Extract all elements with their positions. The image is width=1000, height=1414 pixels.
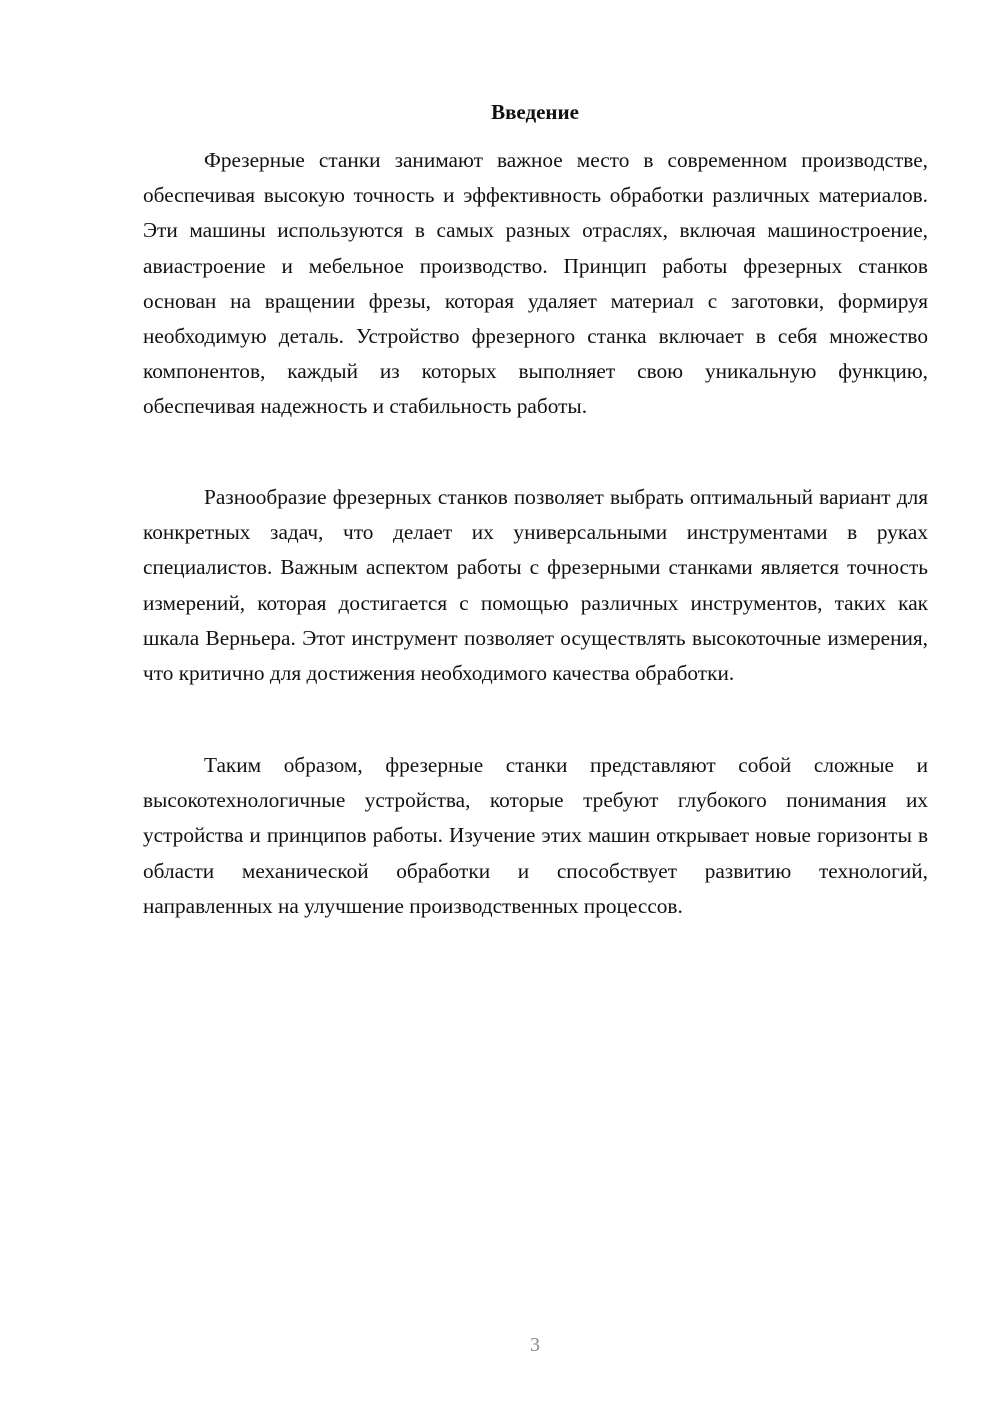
paragraph-2-block: [143, 480, 928, 691]
paragraph-1: Фрезерные станки занимают важное место в современном производстве, обеспечивая высокую точность и эффективность обработки различных материалов. Эти машины используются в самых разных отраслях, включая машиностроение, авиастроение и мебельное производство. Принцип работы фрезерных станков основан на вращении фрезы, которая удаляет материал с заготовки, формируя необходимую деталь. Устройство фрезерного станка включает в себя множество компонентов, каждый из которых выполняет свою уникальную функцию, обеспечивая надежность и стабильность работы.: [143, 148, 928, 419]
paragraph-3-block: [143, 748, 928, 924]
section-title: Введение: [491, 100, 579, 124]
paragraph-2: Разнообразие фрезерных станков позволяет выбрать оптимальный вариант для конкретных задач, что делает их универсальными инструментами в руках специалистов. Важным аспектом работы с фрезерными станками является точность измерений, которая достигается с помощью различных инструментов, таких как шкала Верньера. Этот инструмент позволяет осуществлять высокоточные измерения, что критично для достижения необходимого качества обработки.: [143, 485, 928, 686]
page-number: 3: [530, 1334, 540, 1356]
paragraph-1-block: [143, 143, 928, 425]
paragraph-3: Таким образом, фрезерные станки представляют собой сложные и высокотехнологичные устройства, которые требуют глубокого понимания их устройства и принципов работы. Изучение этих машин открывает новые горизонты в области механической обработки и способствует развитию технологий, направленных на улучшение производственных процессов.: [143, 753, 928, 918]
